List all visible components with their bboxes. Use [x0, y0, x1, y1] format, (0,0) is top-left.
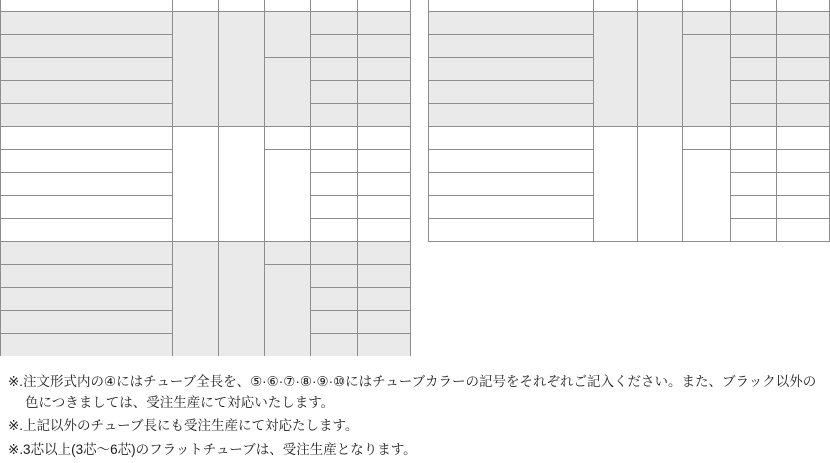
- value-cell: [358, 196, 411, 219]
- id-cell: [219, 0, 265, 12]
- id-cell: [638, 127, 683, 242]
- value-cell: [358, 242, 411, 265]
- table-row: [1, 242, 411, 265]
- model-cell: [1, 242, 173, 265]
- model-cell: [1, 311, 173, 334]
- model-cell: [1, 196, 173, 219]
- table-row: [429, 12, 830, 35]
- od-cell: [593, 12, 638, 127]
- core-count-cell: [731, 35, 777, 58]
- od-cell: [173, 127, 219, 242]
- value-cell: [358, 265, 411, 288]
- footnote: ※.注文形式内の④にはチューブ全長を、⑤·⑥·⑦·⑧·⑨·⑩にはチューブカラーの記号をそれぞれご記入ください。また、ブラック以外の色につきましては、受注生産にて対応いたします。: [8, 374, 817, 410]
- model-cell: [429, 0, 594, 12]
- core-count-cell: [311, 311, 358, 334]
- tube-length-cell: [683, 35, 731, 127]
- model-cell: [429, 104, 594, 127]
- id-cell: [219, 127, 265, 242]
- tube-length-cell: [683, 150, 731, 242]
- core-count-cell: [311, 104, 358, 127]
- core-count-cell: [731, 219, 777, 242]
- core-count-cell: [311, 242, 358, 265]
- od-cell: [173, 0, 219, 12]
- value-cell: [358, 311, 411, 334]
- table-row: [1, 12, 411, 35]
- tube-length-cell: [265, 150, 311, 242]
- model-cell: [429, 219, 594, 242]
- model-cell: [429, 12, 594, 35]
- core-count-cell: [311, 288, 358, 311]
- core-count-cell: [731, 196, 777, 219]
- core-count-cell: [311, 265, 358, 288]
- id-cell: [638, 12, 683, 127]
- table-row-partial: [1, 0, 411, 12]
- model-cell: [429, 58, 594, 81]
- core-count-cell: [311, 127, 358, 150]
- core-count-cell: [311, 58, 358, 81]
- model-cell: [1, 12, 173, 35]
- tube-length-cell: [265, 127, 311, 150]
- value-cell: [358, 0, 411, 12]
- core-count-cell: [731, 81, 777, 104]
- ucq-table-region: [428, 0, 830, 244]
- value-cell: [777, 81, 830, 104]
- value-cell: [777, 58, 830, 81]
- footnote: ※.3芯以上(3芯～6芯)のフラットチューブは、受注生産となります。: [8, 441, 417, 457]
- value-cell: [358, 127, 411, 150]
- id-cell: [219, 242, 265, 357]
- tube-length-cell: [265, 0, 311, 12]
- value-cell: [358, 81, 411, 104]
- od-cell: [593, 127, 638, 242]
- uq-flat-tube-order-table: [0, 0, 411, 356]
- model-cell: [1, 0, 173, 12]
- model-cell: [1, 58, 173, 81]
- model-cell: [429, 127, 594, 150]
- od-cell: [173, 12, 219, 127]
- model-cell: [429, 150, 594, 173]
- value-cell: [777, 219, 830, 242]
- table-row-partial: [429, 0, 830, 12]
- model-cell: [1, 173, 173, 196]
- id-cell: [219, 12, 265, 127]
- tube-length-cell: [683, 0, 731, 12]
- value-cell: [358, 288, 411, 311]
- table-row: [429, 127, 830, 150]
- value-cell: [777, 0, 830, 12]
- value-cell: [358, 173, 411, 196]
- model-cell: [1, 219, 173, 242]
- value-cell: [777, 173, 830, 196]
- model-cell: [1, 104, 173, 127]
- footnote: ※.上記以外のチューブ長にも受注生産にて対応たします。: [8, 418, 359, 434]
- core-count-cell: [311, 196, 358, 219]
- core-count-cell: [311, 150, 358, 173]
- value-cell: [358, 150, 411, 173]
- value-cell: [358, 58, 411, 81]
- od-cell: [593, 0, 638, 12]
- model-cell: [1, 150, 173, 173]
- uq-table-region: [0, 0, 412, 356]
- ucq-flat-tube-order-table: [428, 0, 830, 242]
- order-notes: [8, 372, 822, 463]
- model-cell: [1, 81, 173, 104]
- model-cell: [1, 288, 173, 311]
- value-cell: [358, 12, 411, 35]
- model-cell: [429, 35, 594, 58]
- core-count-cell: [311, 0, 358, 12]
- core-count-cell: [311, 81, 358, 104]
- core-count-cell: [731, 12, 777, 35]
- tube-length-cell: [265, 12, 311, 58]
- value-cell: [777, 35, 830, 58]
- value-cell: [358, 35, 411, 58]
- value-cell: [358, 219, 411, 242]
- core-count-cell: [311, 173, 358, 196]
- tube-length-cell: [265, 265, 311, 357]
- core-count-cell: [731, 150, 777, 173]
- model-cell: [429, 81, 594, 104]
- value-cell: [358, 104, 411, 127]
- core-count-cell: [311, 12, 358, 35]
- model-cell: [1, 265, 173, 288]
- value-cell: [777, 127, 830, 150]
- core-count-cell: [731, 173, 777, 196]
- value-cell: [777, 150, 830, 173]
- core-count-cell: [311, 334, 358, 357]
- tube-length-cell: [683, 127, 731, 150]
- tube-length-cell: [683, 12, 731, 35]
- core-count-cell: [311, 35, 358, 58]
- value-cell: [777, 12, 830, 35]
- value-cell: [777, 104, 830, 127]
- core-count-cell: [731, 0, 777, 12]
- model-cell: [429, 173, 594, 196]
- core-count-cell: [731, 104, 777, 127]
- value-cell: [358, 334, 411, 357]
- tube-length-cell: [265, 242, 311, 265]
- model-cell: [1, 35, 173, 58]
- core-count-cell: [311, 219, 358, 242]
- tube-length-cell: [265, 58, 311, 127]
- model-cell: [429, 196, 594, 219]
- core-count-cell: [731, 58, 777, 81]
- model-cell: [1, 127, 173, 150]
- core-count-cell: [731, 127, 777, 150]
- value-cell: [777, 196, 830, 219]
- id-cell: [638, 0, 683, 12]
- table-row: [1, 127, 411, 150]
- od-cell: [173, 242, 219, 357]
- model-cell: [1, 334, 173, 357]
